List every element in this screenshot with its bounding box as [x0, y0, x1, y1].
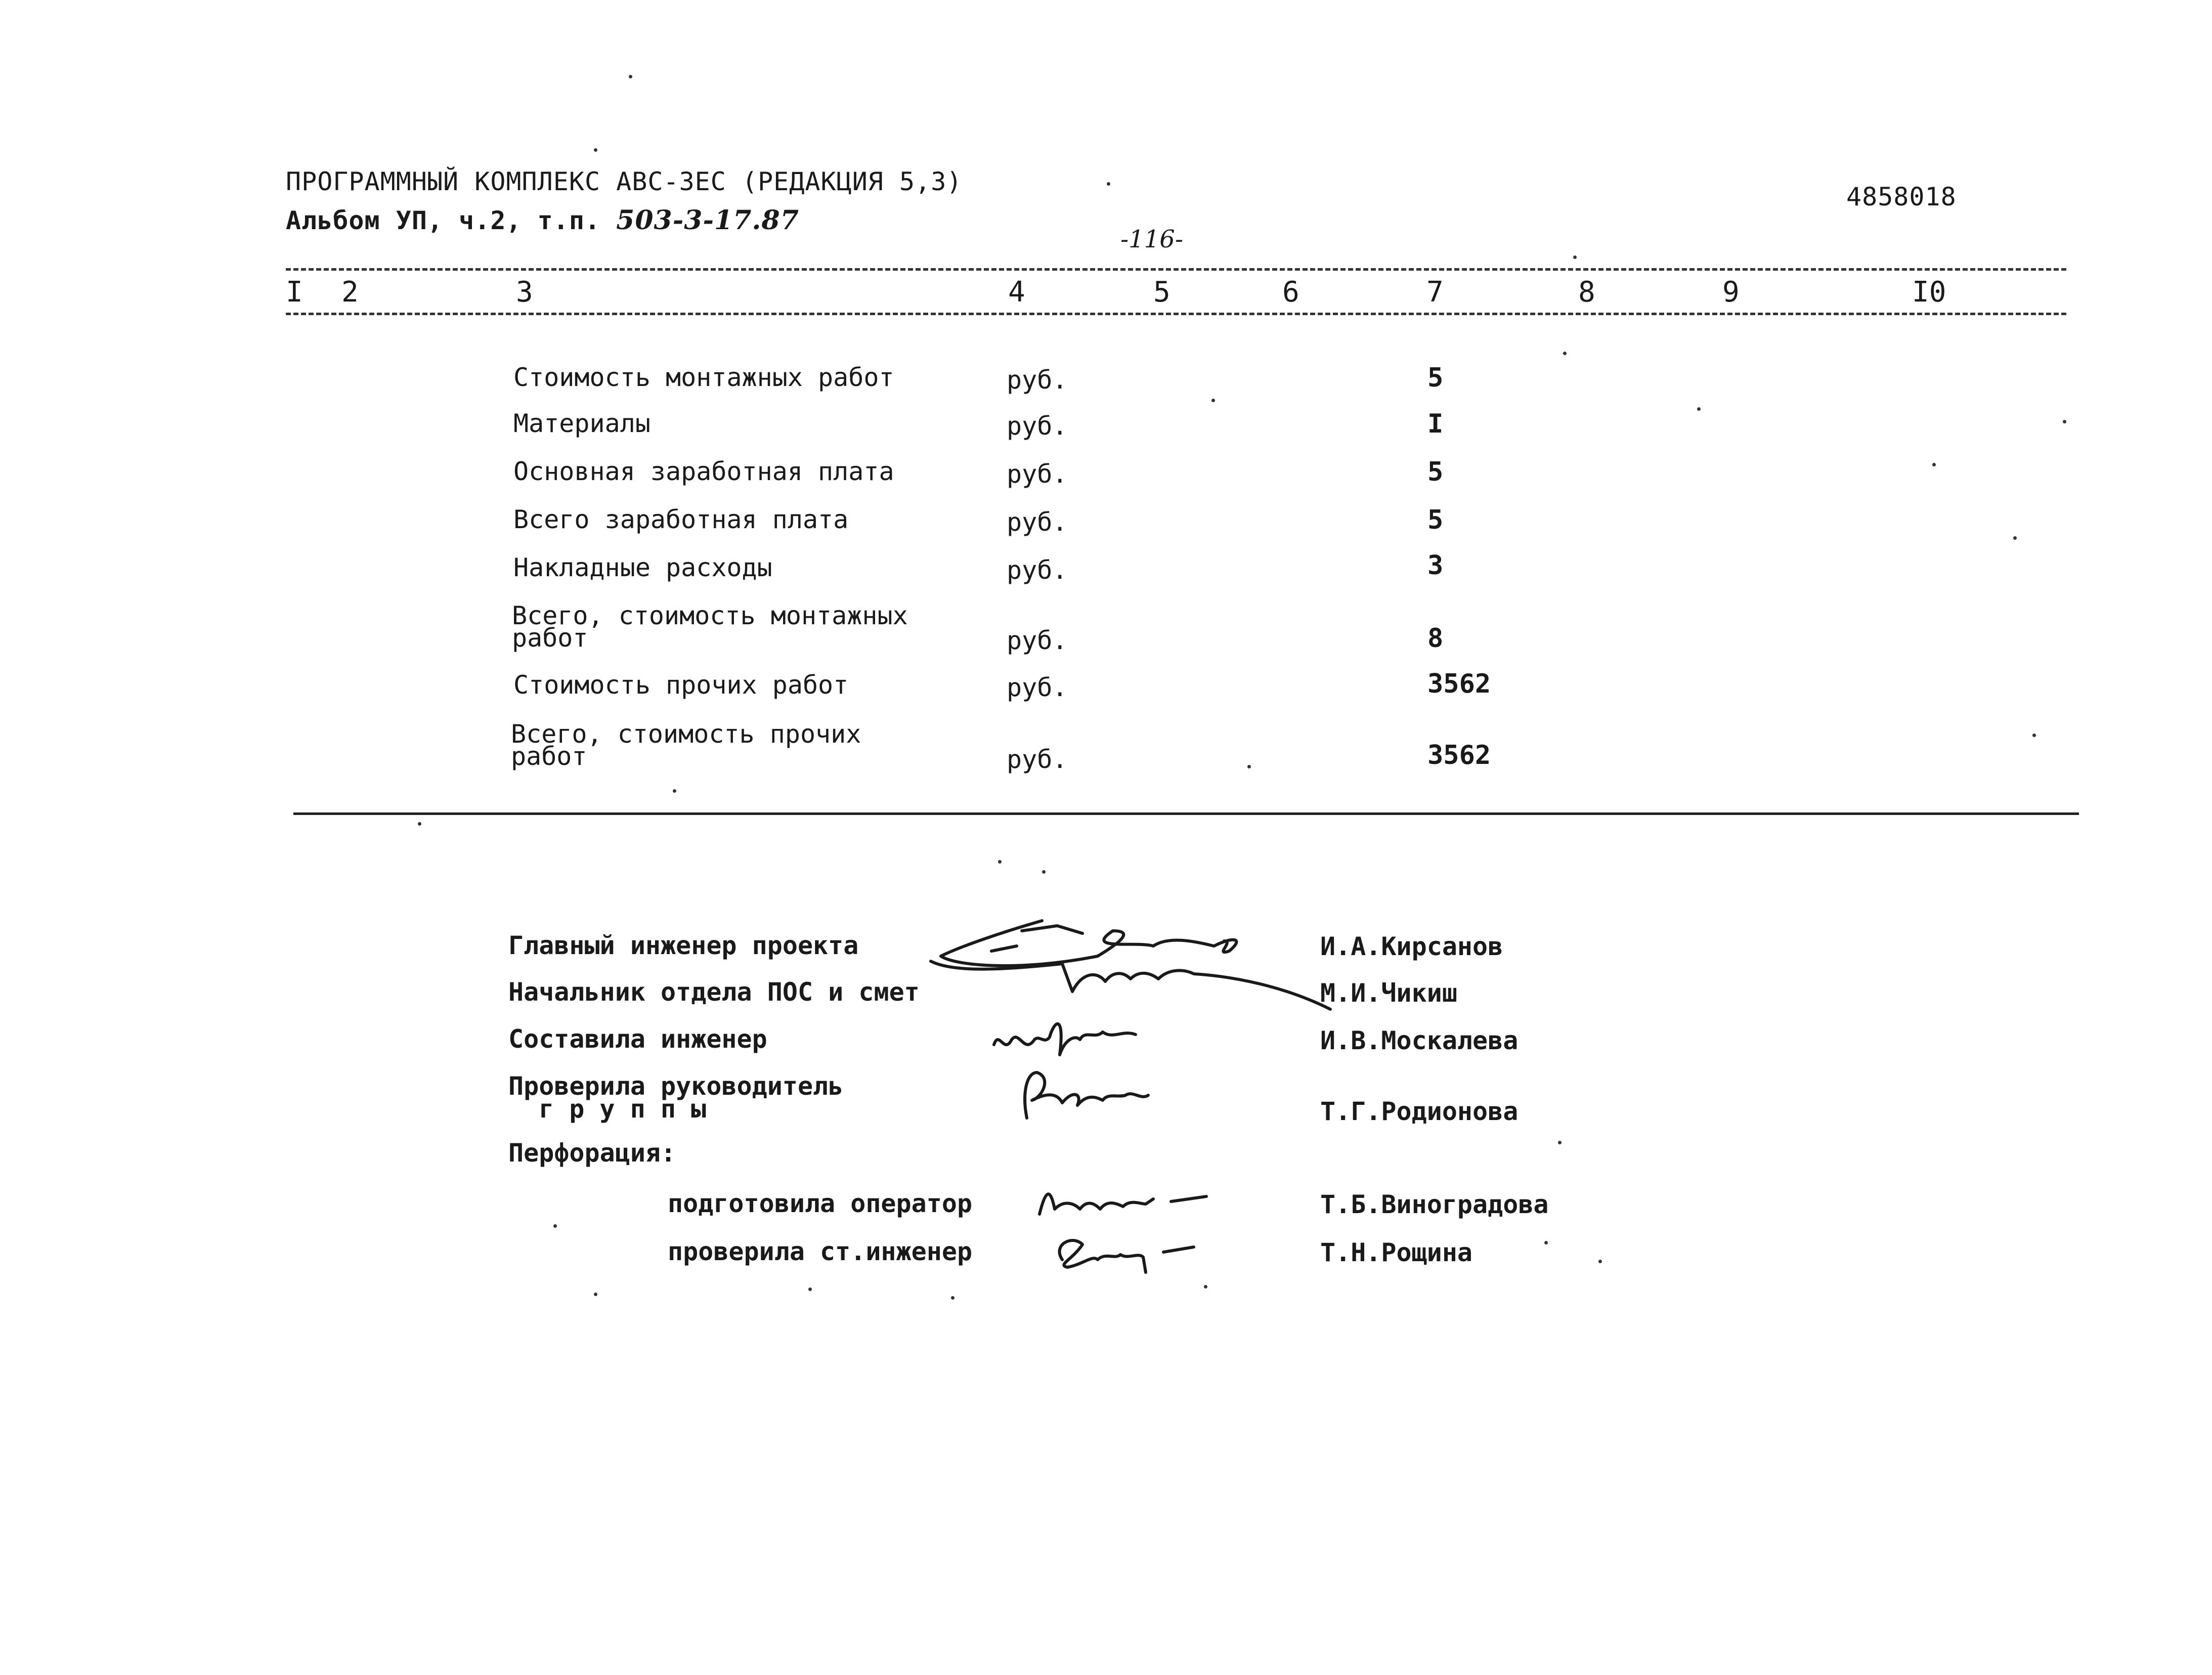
row-value: 3562	[1427, 669, 1491, 699]
signature-name-head-dept: М.И.Чикиш	[1320, 978, 1457, 1008]
column-header-9: 9	[1722, 276, 1740, 309]
program-title: ПРОГРАММНЫЙ КОМПЛЕКС АВС-3ЕС (РЕДАКЦИЯ 5,3)	[286, 167, 963, 196]
row-unit: руб.	[1007, 626, 1068, 655]
scan-speck	[1544, 1241, 1548, 1244]
handwritten-signature-prepared	[1034, 1174, 1217, 1229]
handwritten-signature-checked	[1012, 1062, 1163, 1128]
row-label: Материалы	[513, 409, 650, 438]
header-top-rule	[286, 268, 2066, 271]
signature-role-prepared: подготовила оператор	[668, 1189, 973, 1218]
row-value: 5	[1427, 457, 1444, 487]
row-label: Накладные расходы	[513, 553, 772, 582]
column-header-3: 3	[516, 276, 533, 309]
row-unit: руб.	[1007, 555, 1068, 585]
scan-speck	[1573, 255, 1577, 259]
row-label: Стоимость монтажных работ	[513, 363, 894, 392]
album-line	[286, 205, 799, 236]
scan-speck	[553, 1224, 557, 1228]
row-unit: руб.	[1007, 365, 1068, 395]
row-label-line1: Всего, стоимость прочих	[511, 719, 861, 749]
project-number: 503-3-17.87	[616, 205, 799, 236]
scan-speck	[594, 148, 597, 152]
signature-name-prepared: Т.Б.Виноградова	[1320, 1190, 1549, 1219]
column-header-2: 2	[341, 276, 359, 309]
row-value: 5	[1427, 505, 1444, 535]
scan-speck	[1932, 463, 1936, 466]
signature-role-head-dept: Начальник отдела ПОС и смет	[508, 977, 920, 1007]
scan-speck	[1563, 352, 1567, 355]
scan-speck	[2063, 420, 2066, 423]
signature-role-compiled: Составила инженер	[508, 1024, 767, 1054]
table-bottom-rule	[293, 812, 2079, 815]
scan-speck	[2013, 536, 2017, 540]
scan-speck	[1558, 1141, 1562, 1144]
row-value: 5	[1427, 363, 1444, 393]
scan-speck	[1107, 182, 1110, 186]
signature-role-verified: проверила ст.инженер	[668, 1237, 973, 1266]
album-label: Альбом УП, ч.2, т.п.	[286, 206, 601, 235]
header-bottom-rule	[286, 313, 2066, 315]
signature-role-checked-line2: г р у п п ы	[539, 1094, 707, 1124]
column-header-4: 4	[1008, 276, 1025, 309]
column-header-6: 6	[1282, 276, 1299, 309]
row-label: Всего заработная плата	[513, 505, 849, 534]
scan-speck	[1042, 870, 1046, 874]
scan-speck	[951, 1296, 955, 1300]
row-label: Стоимость прочих работ	[513, 670, 849, 700]
signature-role-chief-engineer: Главный инженер проекта	[508, 931, 859, 960]
perforation-title: Перфорация:	[508, 1138, 676, 1168]
row-unit: руб.	[1007, 507, 1068, 537]
signature-name-chief-engineer: И.А.Кирсанов	[1320, 932, 1503, 961]
page-number: -116-	[1120, 225, 1184, 253]
row-value: 8	[1427, 623, 1444, 654]
scan-speck	[594, 1293, 597, 1296]
column-header-7: 7	[1426, 276, 1444, 309]
scan-speck	[673, 789, 676, 793]
row-label-line2: работ	[511, 742, 587, 771]
row-value: I	[1427, 409, 1444, 439]
row-unit: руб.	[1007, 459, 1068, 489]
handwritten-signature-compiled	[989, 1009, 1161, 1070]
signature-name-checked: Т.Г.Родионова	[1320, 1097, 1519, 1126]
scan-speck	[1211, 399, 1215, 402]
scan-speck	[998, 860, 1002, 864]
scan-speck	[418, 822, 421, 826]
handwritten-signature-verified	[1047, 1224, 1199, 1280]
row-label: Основная заработная плата	[513, 457, 894, 486]
column-header-5: 5	[1153, 276, 1170, 309]
scan-speck	[1598, 1260, 1602, 1263]
column-header-8: 8	[1578, 276, 1595, 309]
row-value: 3	[1427, 550, 1444, 581]
row-unit: руб.	[1007, 673, 1068, 702]
signature-name-compiled: И.В.Москалева	[1320, 1026, 1519, 1055]
column-header-10: I0	[1912, 276, 1946, 309]
row-label-line2: работ	[512, 623, 588, 653]
signature-role-checked-line1: Проверила руководитель	[508, 1071, 844, 1101]
column-header-1: I	[286, 276, 303, 309]
scan-speck	[808, 1287, 812, 1291]
row-value: 3562	[1427, 740, 1491, 770]
scan-speck	[2032, 734, 2036, 737]
scan-speck	[1204, 1285, 1207, 1289]
signature-name-verified: Т.Н.Рощина	[1320, 1238, 1473, 1267]
scan-speck	[629, 75, 632, 78]
document-number: 4858018	[1846, 182, 1957, 211]
row-label-line1: Всего, стоимость монтажных	[512, 601, 908, 630]
scan-speck	[1247, 765, 1251, 768]
row-unit: руб.	[1007, 745, 1068, 774]
row-unit: руб.	[1007, 411, 1068, 441]
scan-speck	[1697, 407, 1701, 411]
